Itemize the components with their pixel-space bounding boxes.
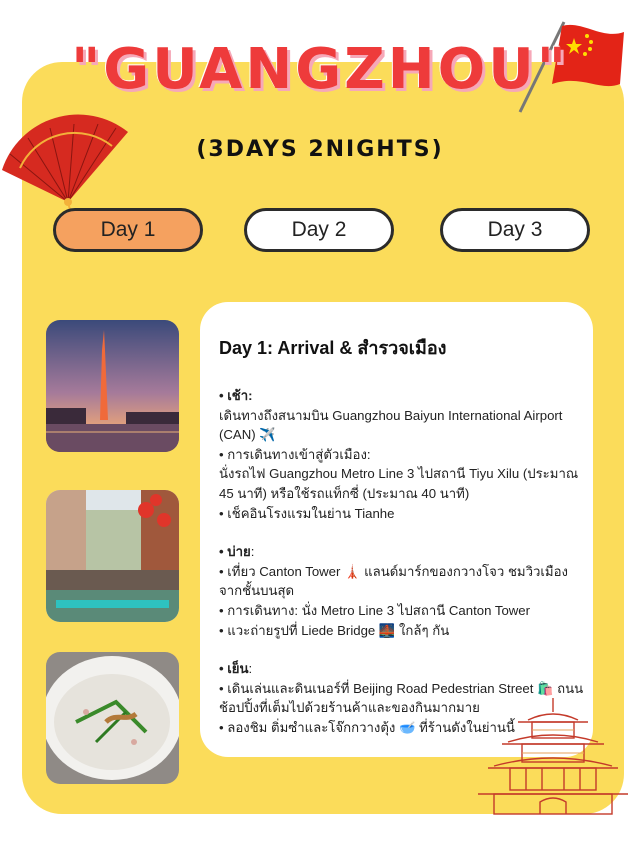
evening-line: • เดินเล่นและดินเนอร์ที่ Beijing Road Pedestrian Street 🛍️ ถนนช้อปปิ้งที่เต็มไปด้วยร้านค้าและของกินมากมาย — [219, 680, 584, 716]
afternoon-label: • บ่าย — [219, 544, 251, 560]
evening-line: • ลองชิม ติ่มซำและโจ๊กกวางตุ้ง 🥣 ที่ร้านดังในย่านนี้ — [219, 719, 515, 735]
morning-line: • เช็คอินโรงแรมในย่าน Tianhe — [219, 505, 395, 521]
canton-tower-photo — [46, 320, 179, 452]
evening-label: • เย็น — [219, 661, 249, 677]
tab-day-2[interactable]: Day 2 — [244, 208, 394, 252]
page-title: "GUANGZHOU" — [71, 37, 569, 102]
morning-label: • เช้า: — [219, 388, 253, 403]
folding-fan-icon — [0, 110, 135, 220]
afternoon-line: • การเดินทาง: นั่ง Metro Line 3 ไปสถานี Canton Tower — [219, 602, 531, 618]
morning-line: • การเดินทางเข้าสู่ตัวเมือง: — [219, 446, 371, 462]
morning-line: นั่งรถไฟ Guangzhou Metro Line 3 ไปสถานี Tiyu Xilu (ประมาณ 45 นาที) หรือใช้รถแท็กซี่ (ประมาณ 40 นาที) — [219, 466, 579, 501]
pagoda-illustration — [458, 698, 628, 816]
trip-duration: (3DAYS 2NIGHTS) — [196, 137, 444, 162]
congee-photo — [46, 652, 179, 784]
beijing-road-photo — [46, 490, 179, 622]
day-details: Day 1: Arrival & สำรวจเมือง • เช้า: เดินทางถึงสนามบิน Guangzhou Baiyun International Airport (CAN) ✈️ • การเดินทางเข้าสู่ตัวเมือง: นั่งรถไฟ Guangzhou Metro Line 3 ไปสถานี Tiyu Xilu (ประมาณ 45 นาที) หรือใช้รถแท็กซี่ (ประมาณ 40 นาที) • เช็คอินโรงแรมในย่าน Tianhe • บ่าย: • เที่ยว Canton Tower 🗼 แลนด์มาร์กของกวางโจว ชมวิวเมืองจากชั้นบนสุด • การเดินทาง: นั่ง Metro Line 3 ไปสถานี Canton Tower • แวะถ่ายรูปที่ Liede Bridge 🌉 ใกล้ๆ กัน • เย็น: • เดินเล่นและดินเนอร์ที่ Beijing Road Pedestrian Street 🛍️ ถนนช้อปปิ้งที่เต็มไปด้วยร้านค้าและของกินมากมาย • ลองชิม ติ่มซำและโจ๊กกวางตุ้ง 🥣 ที่ร้านดังในย่านนี้ — [219, 336, 589, 738]
day-heading: Day 1: Arrival & สำรวจเมือง — [219, 338, 447, 358]
tab-day-1[interactable]: Day 1 — [53, 208, 203, 252]
tab-day-3[interactable]: Day 3 — [440, 208, 590, 252]
afternoon-line: • เที่ยว Canton Tower 🗼 แลนด์มาร์กของกวางโจว ชมวิวเมืองจากชั้นบนสุด — [219, 563, 568, 599]
afternoon-line: • แวะถ่ายรูปที่ Liede Bridge 🌉 ใกล้ๆ กัน — [219, 622, 450, 638]
morning-line: เดินทางถึงสนามบิน Guangzhou Baiyun International Airport (CAN) ✈️ — [219, 407, 563, 443]
